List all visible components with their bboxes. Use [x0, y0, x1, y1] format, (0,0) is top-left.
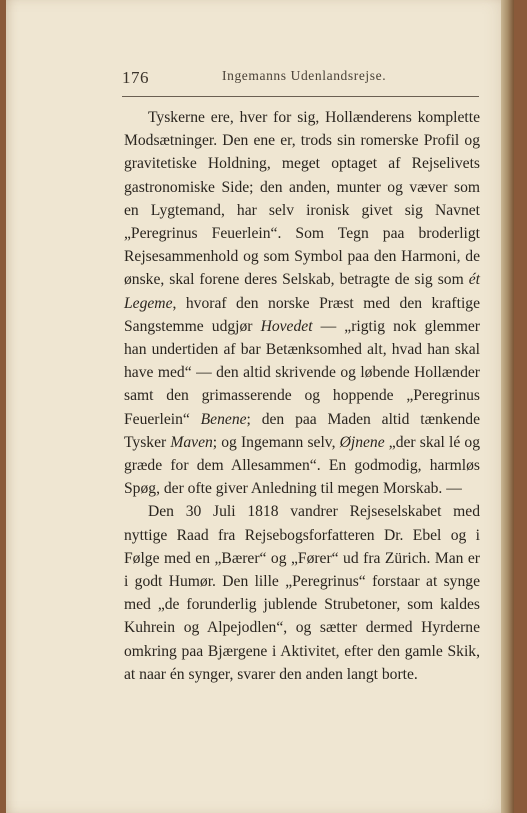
text-run: Tyskerne ere, hver for sig, Hollænderens komplette Modsætninger. Den ene er, trods sin romerske Profil og gravitetiske Holdning, meget optaget af Rejselivets gastronomiske Side; den anden, munter og væver som en Lygtemand, har selv ironisk givet sig Navnet „Peregrinus Feuerlein“. Som Tegn paa broderligt Rejsesammenhold og som Symbol paa den Harmoni, de ønske, skal forene deres Selskab, betragte de sig som [124, 109, 480, 289]
paragraph [124, 500, 480, 686]
header-rule [122, 96, 479, 97]
running-title: Ingemanns Udenlandsrejse. [222, 68, 387, 83]
text-run: ; og Ingemann selv, [212, 433, 340, 451]
text-run: Den 30 Juli 1818 vandrer Rejseselskabet med nyttige Raad fra Rejsebogsforfatteren Dr. Ebel og i Følge med en „Bærer“ og „Fører“ ud fra Zürich. Man er i godt Humør. Den lille „Peregrinus“ forstaar at synge med „de forunderlig jublende Strubetoner, som kaldes Kuhrein og Alpejodlen“, og sætter dermed Hyrderne omkring paa Bjærgene i Aktivitet, efter den gamle Skik, at naar én synger, svarer den anden langt borte. [124, 503, 480, 683]
body-text [124, 106, 480, 686]
text-run: „der skal lé og græde for dem Allesammen“. En godmodig, harmløs Spøg, der ofte giver Anledning til megen Morskab. — [124, 433, 480, 498]
italic-text: Maven [170, 433, 213, 451]
italic-text: Hovedet [260, 317, 313, 335]
italic-text: Benene [200, 410, 247, 428]
italic-text: ét Legeme [124, 271, 480, 312]
paragraph [124, 106, 480, 500]
text-run: ; den paa Maden altid tænkende Tysker [124, 410, 480, 451]
text-run: — „rigtig nok glemmer han undertiden af bar Betænksomhed alt, hvad han skal have med“ — den altid skrivende og løbende Hollænder samt den grimasserende og hoppende „Peregrinus Feuerlein“ [124, 317, 480, 428]
page-number: 176 [122, 68, 149, 87]
book-page [6, 0, 514, 813]
text-run: , hvoraf den norske Præst med den kraftige Sangstemme udgjør [124, 294, 480, 335]
page-header [122, 66, 479, 90]
italic-text: Øjnene [339, 433, 385, 451]
page-edge [501, 0, 514, 813]
